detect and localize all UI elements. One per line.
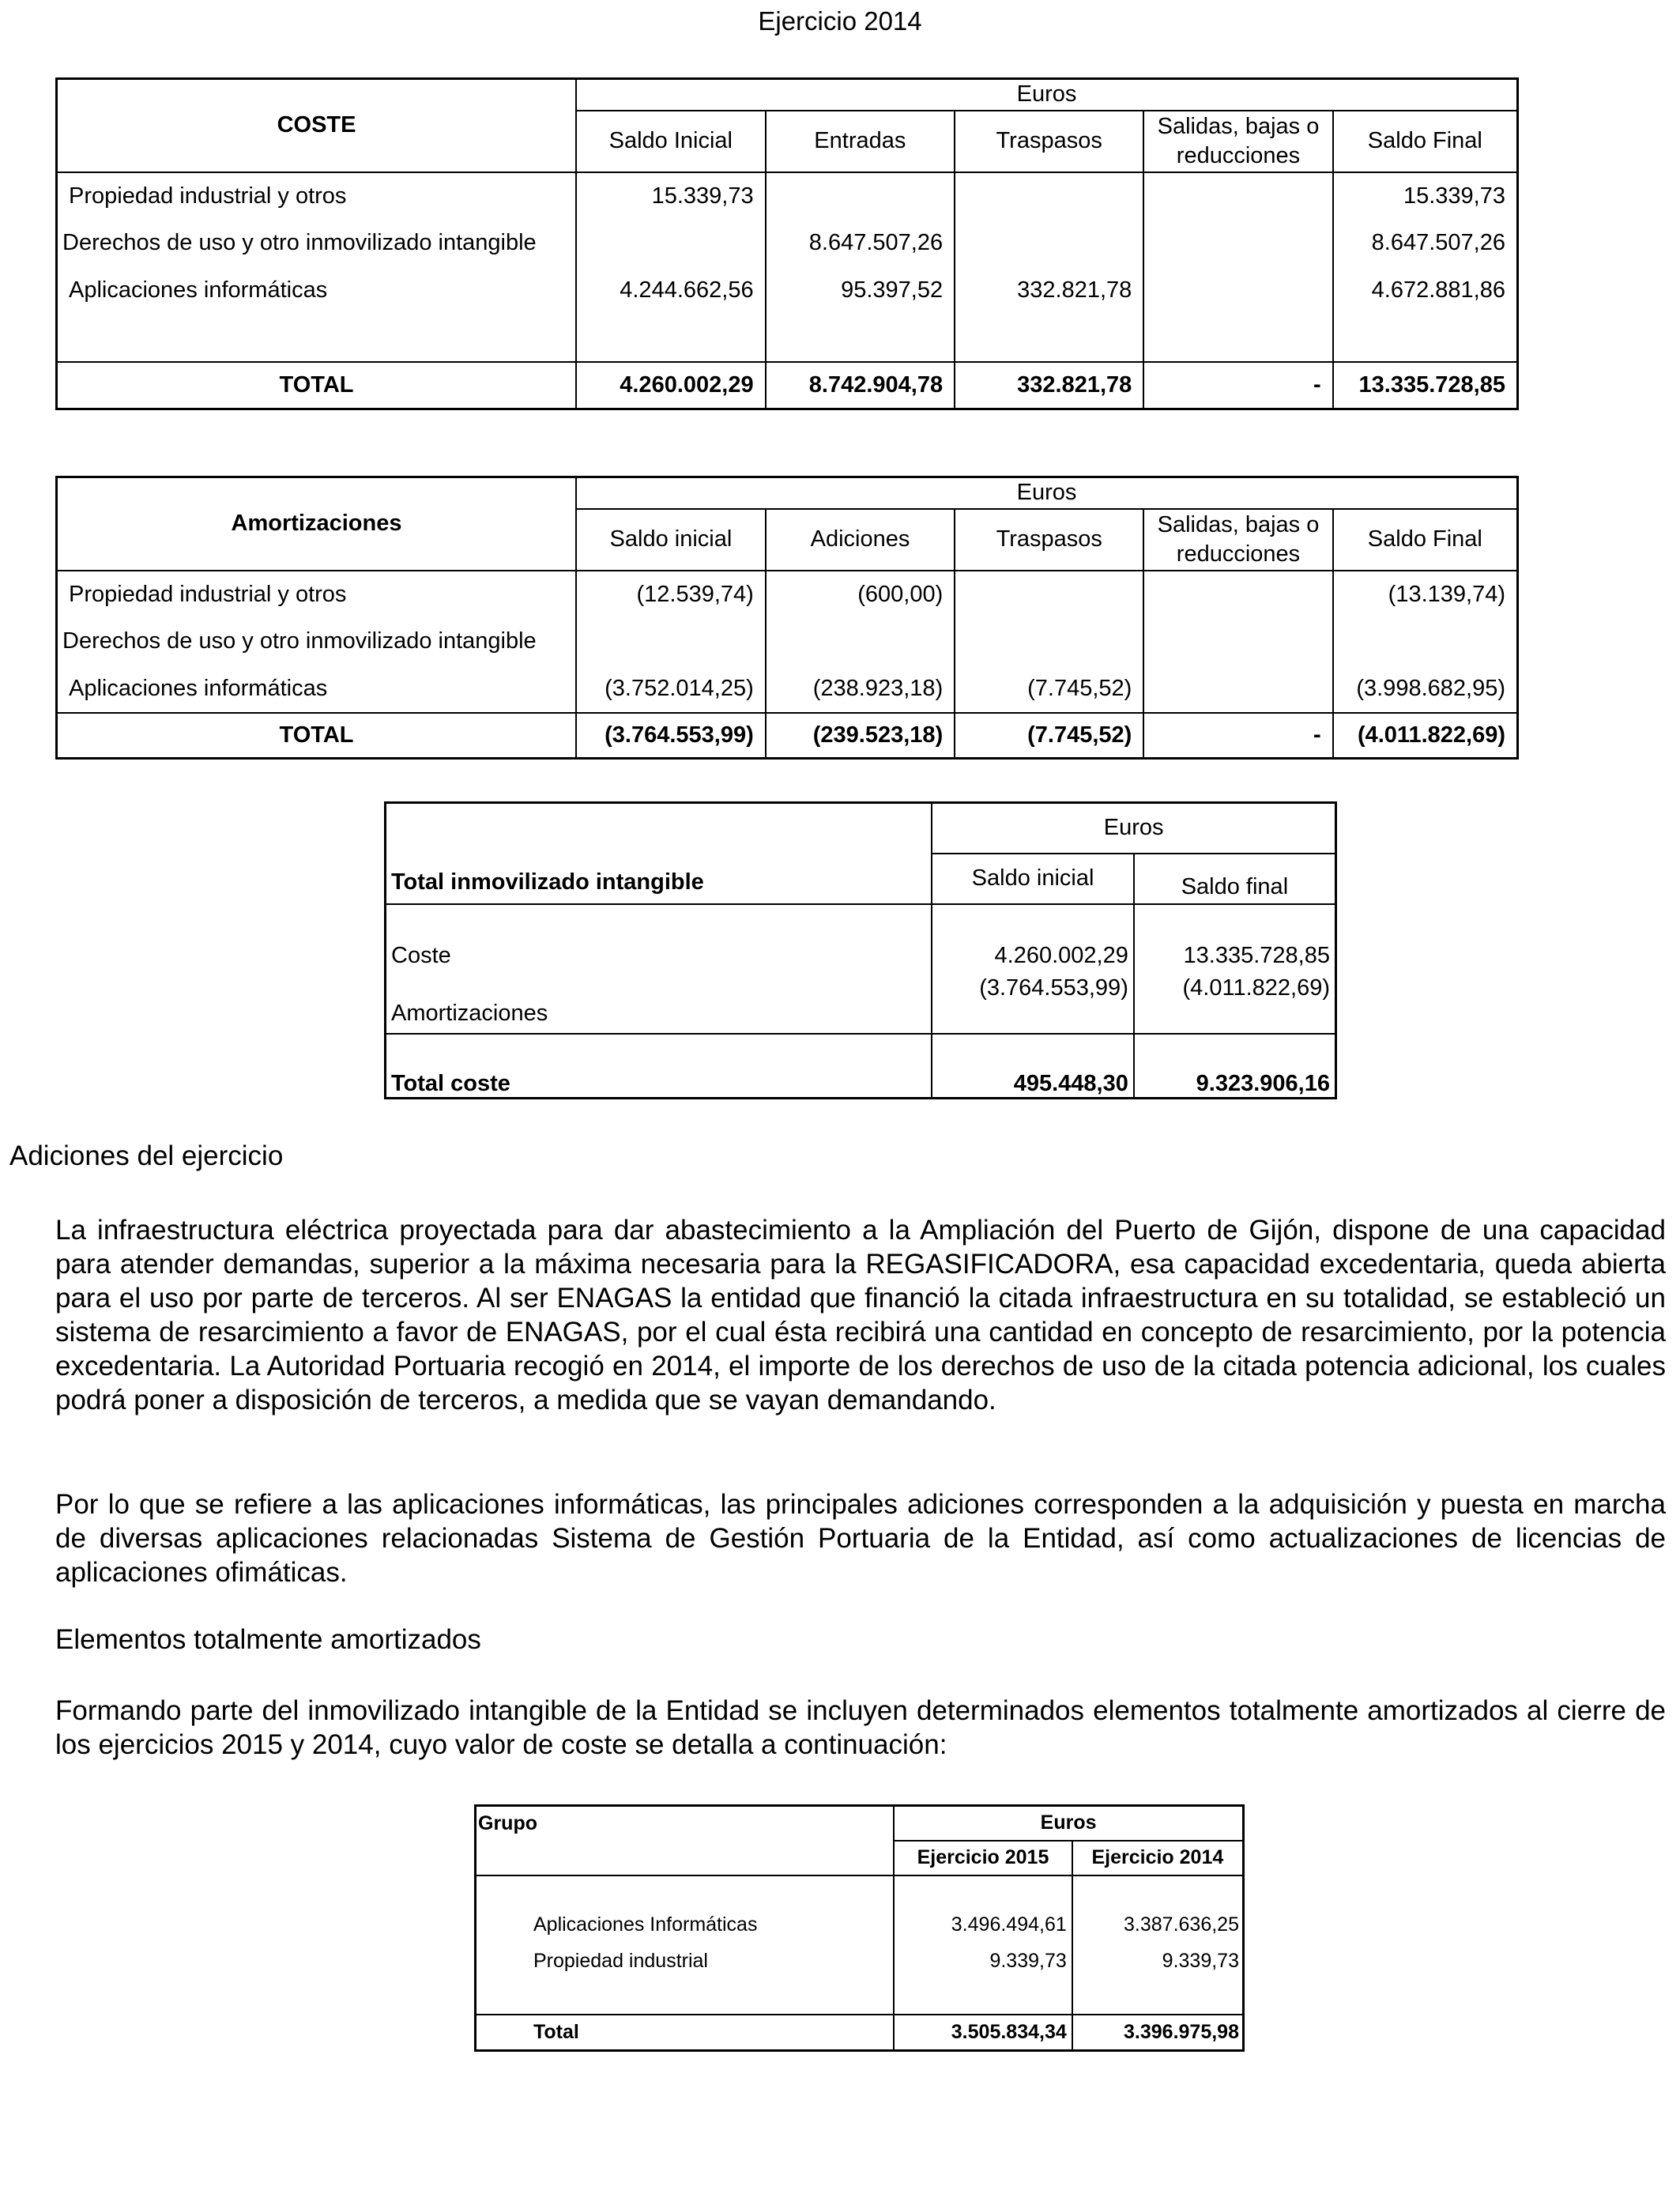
total-cell: 9.323.906,16 [1134, 1034, 1336, 1099]
cell: (238.923,18) [766, 665, 955, 713]
row-label: Derechos de uso y otro inmovilizado intangible [62, 628, 537, 654]
summary-header-euros: Euros [932, 803, 1335, 854]
coste-col-header: Entradas [766, 111, 955, 172]
section-heading: Adiciones del ejercicio [9, 1140, 284, 1171]
amort-col-header: Salidas, bajas o reducciones [1143, 509, 1332, 571]
cell [955, 571, 1143, 618]
row-label: Aplicaciones informáticas [69, 277, 328, 303]
amort-col-header: Adiciones [766, 509, 955, 571]
coste-header-label: COSTE [57, 79, 577, 172]
cell [955, 220, 1143, 267]
cell: 15.339,73 [1333, 172, 1518, 220]
cell [1143, 172, 1332, 220]
cell: 4.260.002,29 [932, 904, 1134, 969]
total-cell: 495.448,30 [932, 1034, 1134, 1099]
cell [955, 172, 1143, 220]
total-label: TOTAL [57, 713, 577, 759]
coste-header-euros: Euros [576, 79, 1517, 111]
total-cell: (7.745,52) [955, 713, 1143, 759]
total-cell: (239.523,18) [766, 713, 955, 759]
row-label: Coste [391, 942, 451, 968]
table-row [386, 904, 1336, 969]
cell: 4.244.662,56 [576, 267, 766, 315]
table-row [386, 969, 1336, 1034]
cell: 3.387.636,25 [1072, 1907, 1244, 1943]
total-cell: - [1143, 362, 1332, 409]
total-cell: (3.764.553,99) [576, 713, 766, 759]
cell: (600,00) [766, 571, 955, 618]
row-label: Propiedad industrial [533, 1950, 708, 1972]
table-row [57, 172, 1518, 220]
cell [766, 618, 955, 665]
total-row [57, 362, 1518, 409]
summary-col-header: Saldo inicial [932, 854, 1134, 904]
cell: (13.139,74) [1333, 571, 1518, 618]
row-label: Aplicaciones informáticas [69, 675, 328, 701]
cell: (3.752.014,25) [576, 665, 766, 713]
row-label: Derechos de uso y otro inmovilizado intangible [62, 230, 537, 255]
total-row [386, 1034, 1336, 1099]
grupo-table [474, 1804, 1245, 2052]
row-label: Propiedad industrial y otros [69, 183, 347, 209]
table-row [57, 618, 1518, 665]
summary-col-header: Saldo final [1134, 854, 1336, 904]
summary-table [384, 801, 1337, 1099]
cell: 9.339,73 [894, 1943, 1072, 1980]
cell [1143, 267, 1332, 315]
amort-header-euros: Euros [576, 477, 1517, 509]
total-cell: - [1143, 713, 1332, 759]
table-row [476, 1907, 1244, 1943]
table-row [57, 220, 1518, 267]
amortizaciones-table [55, 476, 1519, 760]
cell [576, 220, 766, 267]
cell: 4.672.881,86 [1333, 267, 1518, 315]
total-label: TOTAL [57, 362, 577, 409]
total-cell: 332.821,78 [955, 362, 1143, 409]
total-cell: 3.396.975,98 [1072, 2015, 1244, 2051]
amort-col-header: Traspasos [955, 509, 1143, 571]
total-cell: 13.335.728,85 [1333, 362, 1518, 409]
amort-header-label: Amortizaciones [57, 477, 577, 571]
grupo-header-euros: Euros [894, 1806, 1243, 1841]
cell [1143, 665, 1332, 713]
total-cell: 4.260.002,29 [576, 362, 766, 409]
cell: 15.339,73 [576, 172, 766, 220]
cell: (4.011.822,69) [1134, 969, 1336, 1034]
row-label: Aplicaciones Informáticas [533, 1913, 758, 1936]
total-cell: 8.742.904,78 [766, 362, 955, 409]
total-label: Total [476, 2015, 895, 2051]
cell [576, 618, 766, 665]
paragraph: Por lo que se refiere a las aplicaciones informáticas, las principales adiciones corresponden a la adquisición y puesta en marcha de diversas aplicaciones relacionadas Sistema de Gestión Portuaria de la Entidad, así como actualizaciones de licencias de aplicaciones ofimáticas. [55, 1489, 1666, 1588]
cell [1333, 618, 1518, 665]
amort-col-header: Saldo inicial [576, 509, 766, 571]
cell: (3.764.553,99) [932, 969, 1134, 1034]
cell: 95.397,52 [766, 267, 955, 315]
cell: 8.647.507,26 [1333, 220, 1518, 267]
table-row [476, 1943, 1244, 1980]
cell: 8.647.507,26 [766, 220, 955, 267]
subheading: Elementos totalmente amortizados [55, 1624, 481, 1655]
page-title: Ejercicio 2014 [758, 6, 922, 36]
table-row [57, 267, 1518, 315]
cell: 3.496.494,61 [894, 1907, 1072, 1943]
total-label: Total coste [386, 1034, 932, 1099]
cell: (7.745,52) [955, 665, 1143, 713]
summary-header-label: Total inmovilizado intangible [386, 803, 932, 904]
cell: (3.998.682,95) [1333, 665, 1518, 713]
cell: 332.821,78 [955, 267, 1143, 315]
cell: 9.339,73 [1072, 1943, 1244, 1980]
amort-col-header: Saldo Final [1333, 509, 1518, 571]
cell [1143, 618, 1332, 665]
total-cell: (4.011.822,69) [1333, 713, 1518, 759]
cell [1143, 571, 1332, 618]
cell [766, 172, 955, 220]
cell [1143, 220, 1332, 267]
coste-col-header: Traspasos [955, 111, 1143, 172]
grupo-header-label: Grupo [478, 1811, 537, 1834]
grupo-col-header: Ejercicio 2015 [894, 1841, 1072, 1875]
total-row [476, 2015, 1244, 2051]
cell: 13.335.728,85 [1134, 904, 1336, 969]
total-row [57, 713, 1518, 759]
coste-table [55, 77, 1519, 410]
cell: (12.539,74) [576, 571, 766, 618]
coste-col-header: Salidas, bajas o reducciones [1143, 111, 1332, 172]
paragraph: La infraestructura eléctrica proyectada para dar abastecimiento a la Ampliación del Puerto de Gijón, dispone de una capacidad para atender demandas, superior a la máxima necesaria para la REGASIFICADORA, esa capacidad excedentaria, queda abierta para el uso por parte de terceros. Al ser ENAGAS la entidad que financió la citada infraestructura en su totalidad, se estableció un sistema de resarcimiento a favor de ENAGAS, por el cual ésta recibirá una cantidad en concepto de resarcimiento, por la potencia excedentaria. La Autoridad Portuaria recogió en 2014, el importe de los derechos de uso de la citada potencia adicional, los cuales podrá poner a disposición de terceros, a medida que se vayan demandando. [55, 1215, 1666, 1416]
row-label: Amortizaciones [391, 1000, 548, 1026]
table-row [57, 665, 1518, 713]
paragraph: Formando parte del inmovilizado intangible de la Entidad se incluyen determinados elementos totalmente amortizados al cierre de los ejercicios 2015 y 2014, cuyo valor de coste se detalla a continuación: [55, 1695, 1666, 1760]
coste-col-header: Saldo Final [1333, 111, 1518, 172]
cell [955, 618, 1143, 665]
total-cell: 3.505.834,34 [894, 2015, 1072, 2051]
coste-col-header: Saldo Inicial [576, 111, 766, 172]
row-label: Propiedad industrial y otros [69, 581, 347, 607]
grupo-col-header: Ejercicio 2014 [1072, 1841, 1244, 1875]
table-row [57, 571, 1518, 618]
